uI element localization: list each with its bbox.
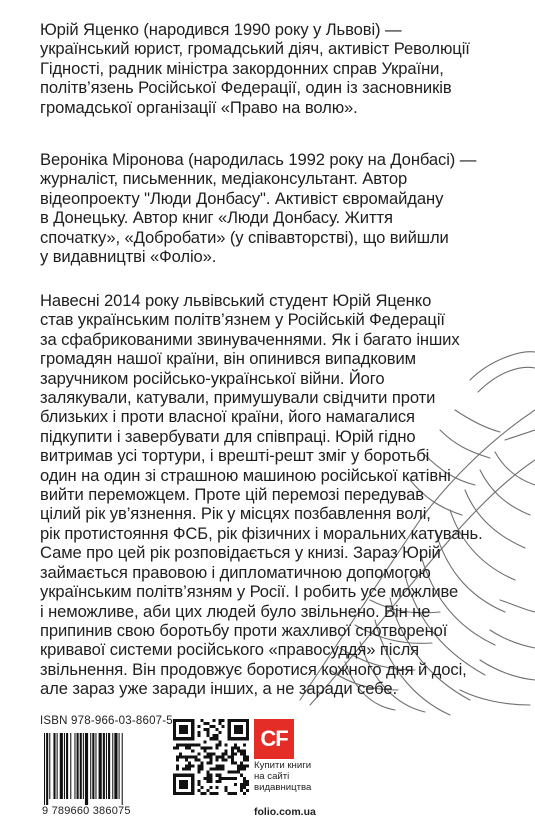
text-line: один на один зі страшною машиною російської катівні [40, 465, 451, 485]
text-line: припинив свою боротьбу проти жахливої спотвореної [40, 620, 448, 640]
text-line: журналіст, письменник, медіаконсультант. Автор [40, 169, 408, 189]
text-line: український юрист, громадський діяч, активіст Революції [40, 39, 470, 59]
text-line: Гідності, радник міністра закордонних справ України, [40, 58, 444, 78]
text-line: звільнення. Він продовжує боротися кожного дня й досі, [40, 659, 467, 679]
text-line: цілий рік ув’язнення. Рік у місцях позбавлення волі, [40, 504, 431, 524]
text-line: витримав усі тортури, і врешті-решт зміг у боротьбі [40, 446, 430, 466]
author-bio-yuriy [40, 20, 518, 117]
text-line: вийти переможцем. Проте цій перемозі передував [40, 485, 424, 505]
text-line: залякували, катували, примушували свідчити проти [40, 388, 436, 408]
buy-text-line: на сайті [254, 770, 290, 782]
text-line: Саме про цей рік розповідається у книзі. Зараз Юрій [40, 543, 441, 563]
text-line: і неможливе, аби цих людей було звільнено. Він не [40, 601, 431, 621]
text-line: спочатку», «Добробати» (у співавторстві), що вийшли [40, 227, 449, 247]
qr-code-icon[interactable] [173, 719, 249, 795]
text-line: заручником російсько-української війни. Його [40, 368, 385, 388]
text-line: став українським політв’язнем у Російській Федерації [40, 310, 445, 330]
publisher-logo: CF [254, 719, 294, 759]
author-bio-veronika [40, 150, 518, 266]
isbn-number: ISBN 978-966-03-8607-5 [40, 715, 173, 727]
barcode-icon [42, 733, 160, 805]
text-line: за сфабрикованими звинуваченнями. Як і багато інших [40, 329, 460, 349]
text-line: в Донецьку. Автор книг «Люди Донбасу. Життя [40, 208, 393, 228]
text-line: Юрій Яценко (народився 1990 року у Львові) — [40, 20, 402, 39]
buy-text-line: Купити книги [254, 760, 312, 771]
text-line: громадської організації «Право на волю». [40, 97, 358, 117]
text-line: українським політв’язням у Росії. І робить усе можливе [40, 582, 459, 602]
text-line: політв’язень Російської Федерації, один із засновників [40, 78, 452, 98]
text-line: підкупити і завербувати для співпраці. Юрій гідно [40, 426, 416, 446]
publisher-website-link[interactable]: folio.com.ua [254, 806, 316, 818]
buy-text-line: видавництва [254, 781, 312, 793]
buy-books-text [254, 761, 324, 793]
text-line: Навесні 2014 року львівський студент Юрій Яценко [40, 291, 432, 310]
text-line: відеопроекту "Люди Донбасу". Активіст євромайдану [40, 188, 444, 208]
text-line: займається правовою і дипломатичною допомогою [40, 562, 431, 582]
book-description [40, 291, 518, 699]
text-line: кривавої системи російського «правосуддя» після [40, 640, 420, 660]
barcode-digits: 9 789660 386075 [42, 805, 131, 817]
text-line: Вероніка Міронова (народилась 1992 року на Донбасі) — [40, 150, 477, 169]
text-line: у видавництві «Фоліо». [40, 247, 217, 267]
text-line: близьких і проти власної країни, його намагалися [40, 407, 415, 427]
text-line: громадян нашої країни, він опинився випадковим [40, 349, 416, 369]
text-line: рік протистояння ФСБ, рік фізичних і моральних катувань. [40, 523, 483, 543]
text-line: але зараз уже заради інших, а не заради себе. [40, 679, 397, 699]
